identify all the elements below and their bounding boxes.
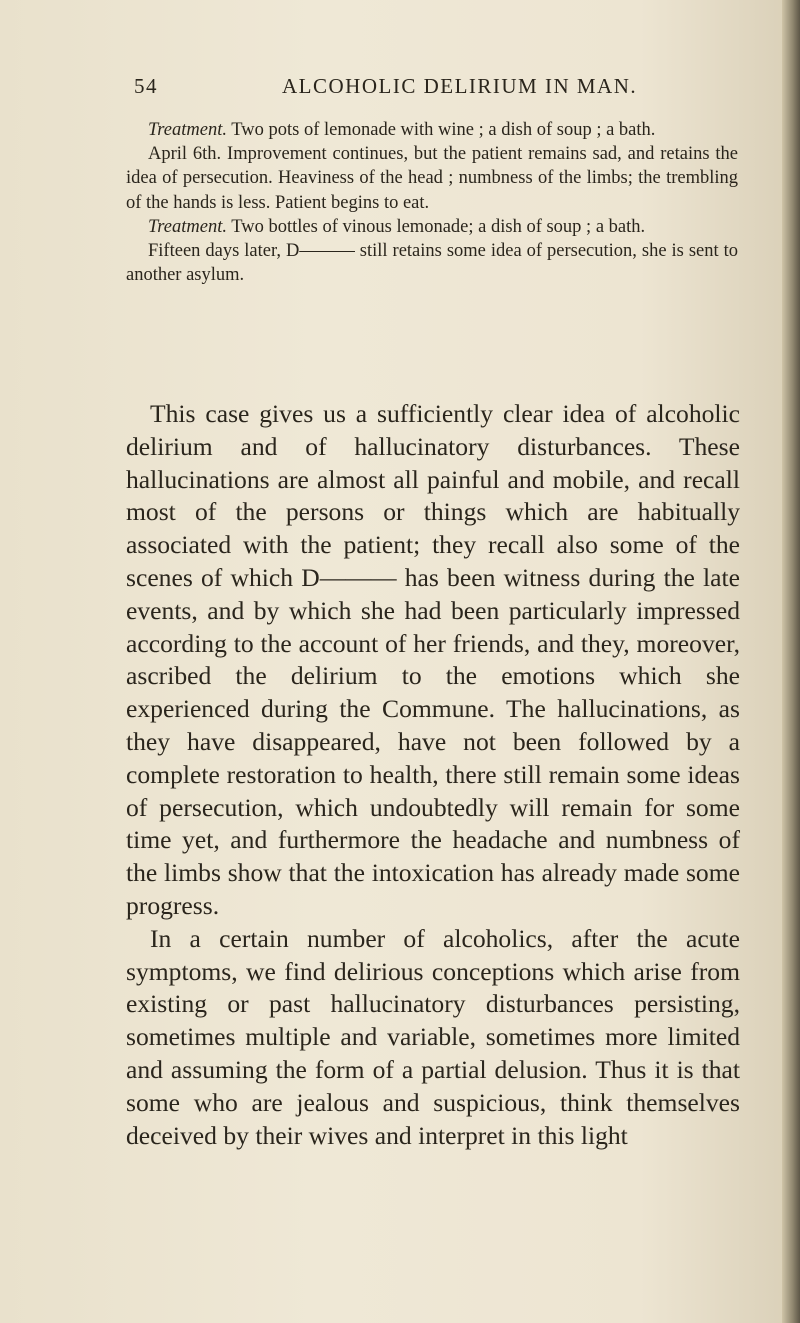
case-notes xyxy=(126,118,738,287)
case-note-april-6 xyxy=(126,142,738,215)
case-note-fifteen-days xyxy=(126,239,738,287)
page-number: 54 xyxy=(134,74,158,98)
case-note-text: Two pots of lemonade with wine ; a dish of soup ; a bath. xyxy=(226,120,656,140)
paragraph-case-discussion: This case gives us a sufficiently clear idea of alcoholic delirium and of hallucinatory disturbances. These hallucinations are almost all painful and mobile, and recall most of the persons or things which are habitually associated with the patient; they recall also some of the scenes of which D——— has been witness during the late events, and by which she had been particularly impressed according to the account of her friends, and they, moreover, ascribed the delirium to the emotions which she experienced during the Commune. The hallucinations, as they have disappeared, have not been followed by a complete restoration to health, there still remain some ideas of persecution, which undoubtedly will remain for some time yet, and furthermore the headache and numbness of the limbs show that the intoxication has already made some progress. xyxy=(126,399,740,920)
running-title: ALCOHOLIC DELIRIUM IN MAN. xyxy=(282,74,638,98)
treatment-label: Treatment. xyxy=(148,216,227,237)
case-note-text: April 6th. Improvement continues, but the patient remains sad, and retains the idea of persecution. Heaviness of the head ; numbness of the limbs; the trembling of the hands is less. Patient begins to eat. xyxy=(126,144,738,213)
case-note-text: Fifteen days later, D——— still retains some idea of persecution, she is sent to another asylum. xyxy=(126,241,738,286)
paragraph-alcoholics: In a certain number of alcoholics, after the acute symptoms, we find delirious conceptions which arise from existing or past hallucinatory disturbances persisting, sometimes multiple and variable, sometimes more limited and assuming the form of a partial delusion. Thus it is that some who are jealous and suspicious, think themselves deceived by their wives and interpret in this light xyxy=(126,923,740,1150)
treatment-label: Treatment. xyxy=(148,120,227,140)
main-text xyxy=(126,398,740,1152)
case-note-text: Two bottles of vinous lemonade; a dish of soup ; a bath. xyxy=(226,216,646,237)
page-edge-shadow xyxy=(782,0,800,1323)
case-note-treatment-1 xyxy=(126,118,738,142)
case-note-treatment-2 xyxy=(126,215,738,239)
page-header xyxy=(134,74,734,102)
